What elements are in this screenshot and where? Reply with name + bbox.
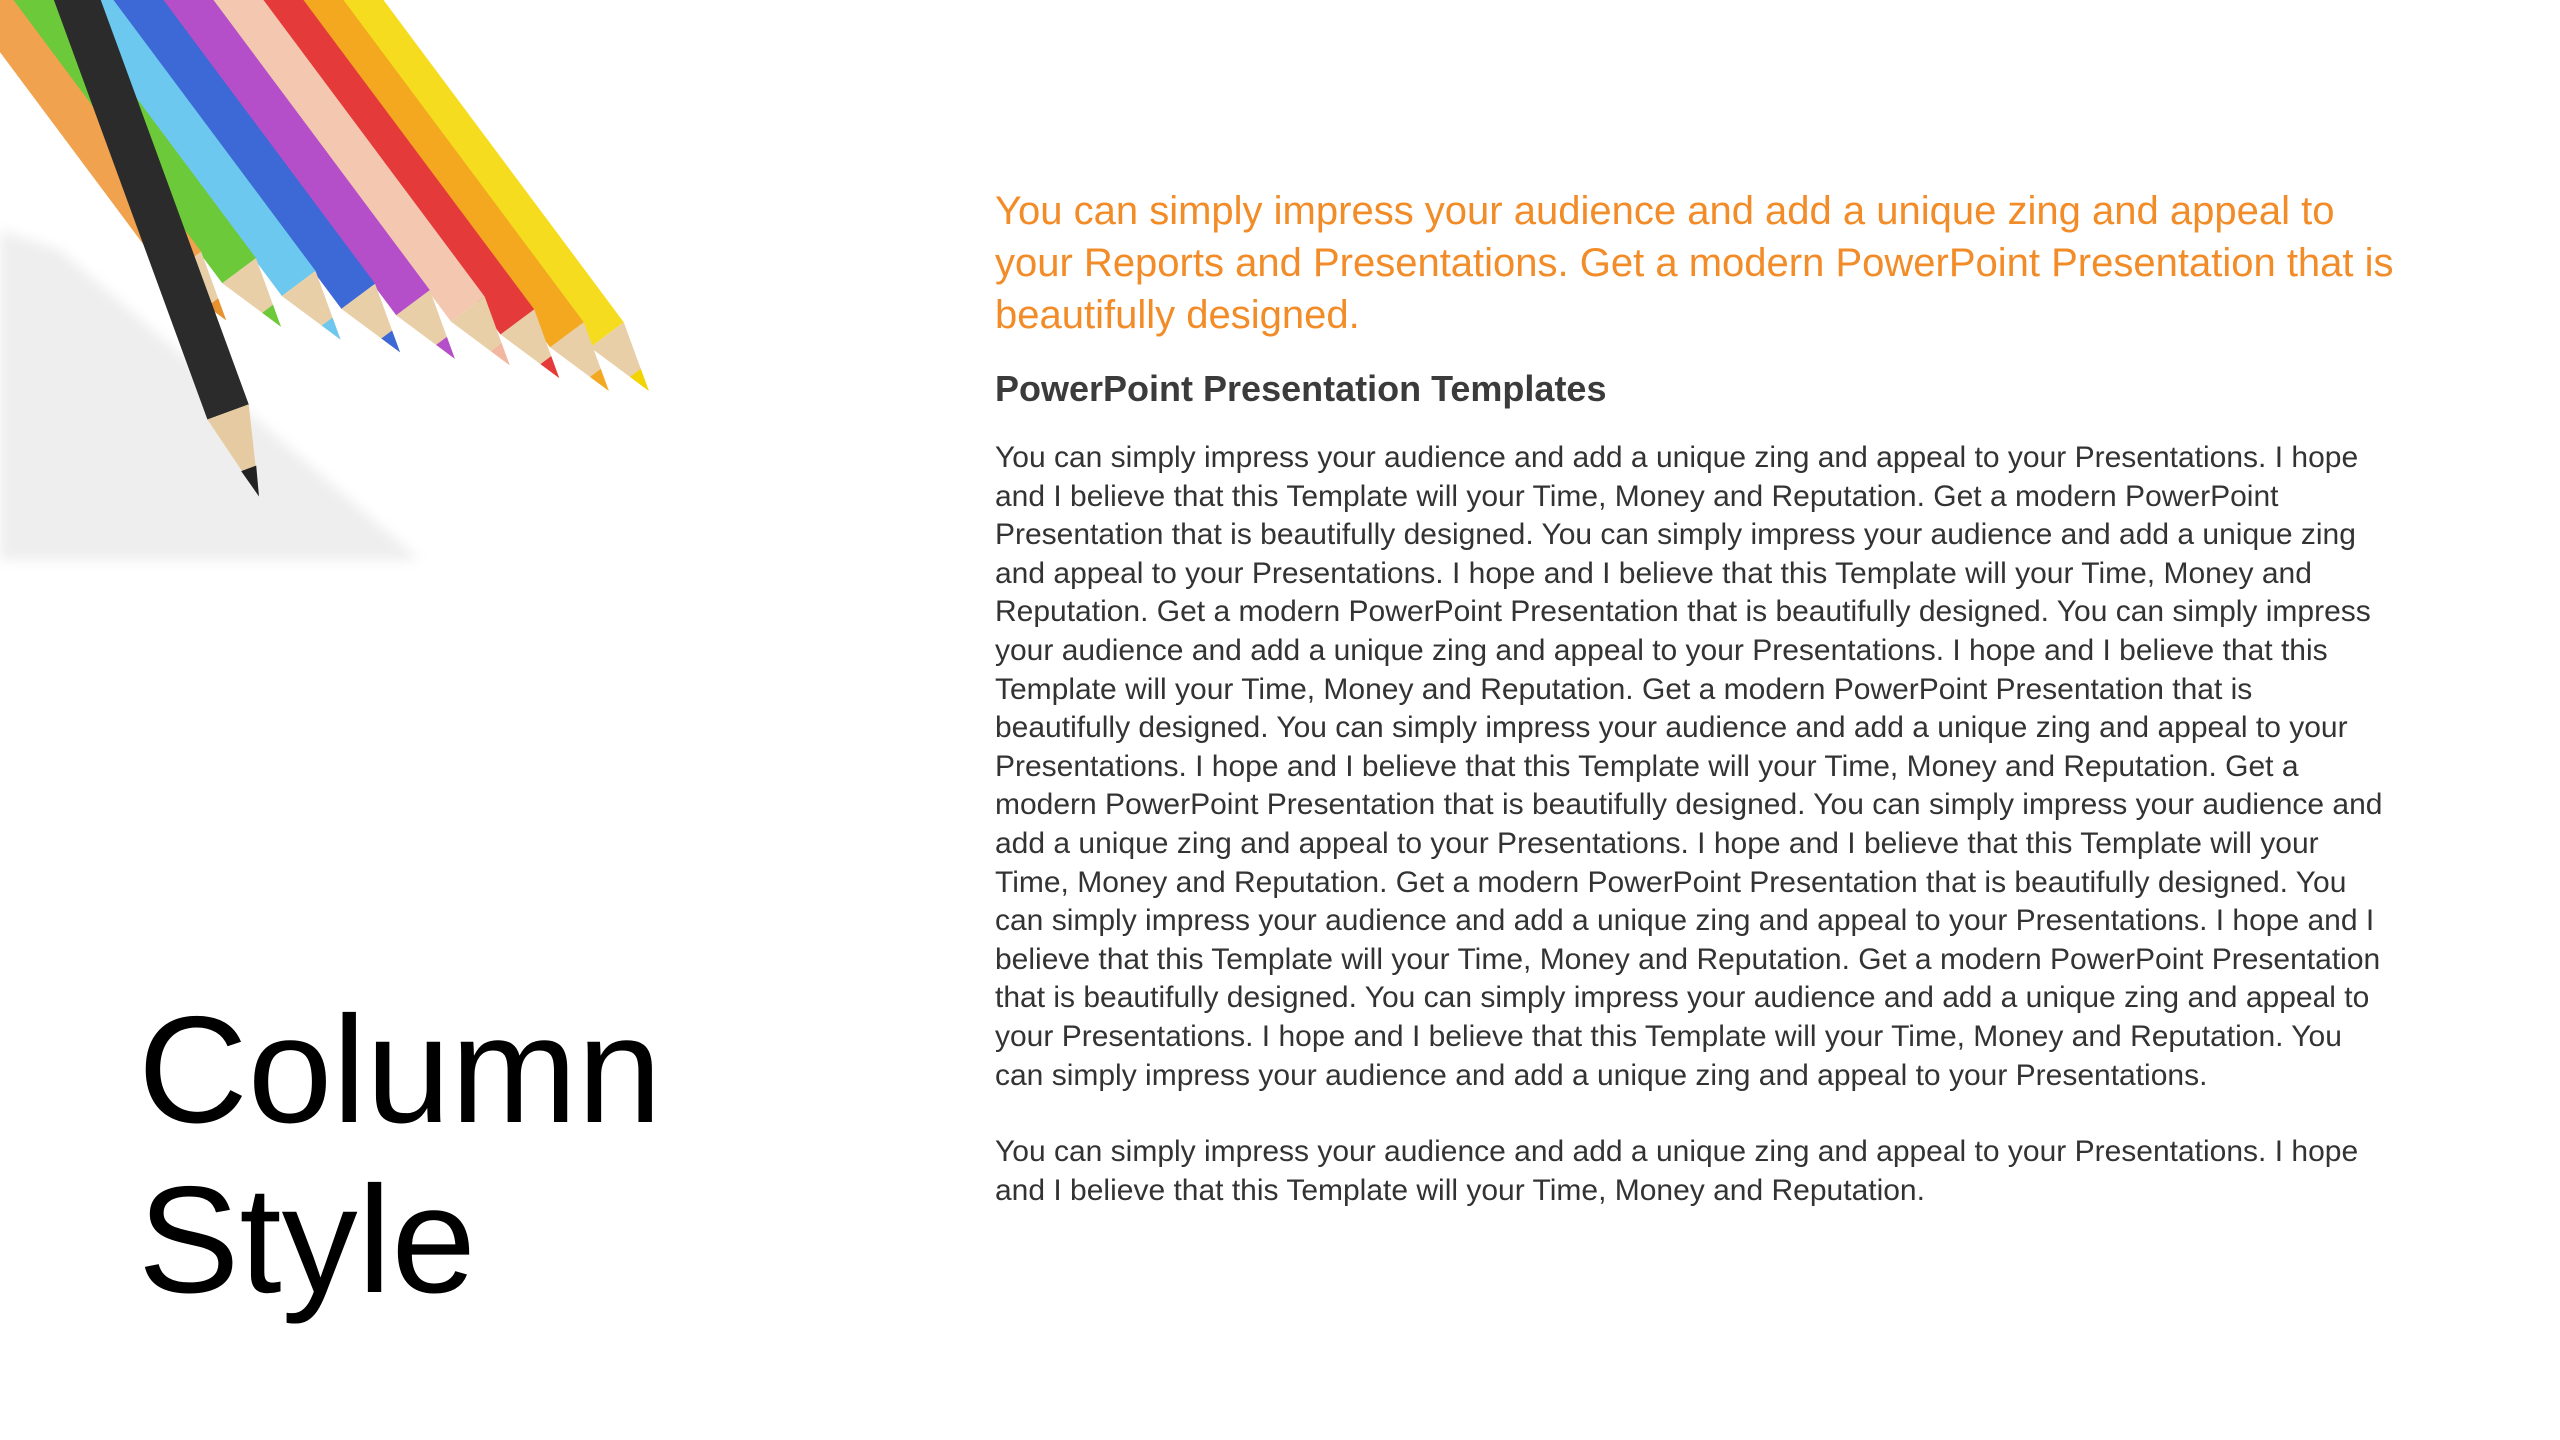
colored-pencils-image xyxy=(0,0,850,580)
slide-title-line-2: Style xyxy=(138,1155,476,1325)
body-paragraph-1: You can simply impress your audience and add a unique zing and appeal to your Presentations. I hope and I believe that this Template will your Time, Money and Reputation. Get a modern PowerPoint Presentation that is beautifully designed. You can simply impress your audience and add a unique zing and appeal to your Presentations. I hope and I believe that this Template will your Time, Money and Reputation. Get a modern PowerPoint Presentation that is beautifully designed. You can simply impress your audience and add a unique zing and appeal to your Presentations. I hope and I believe that this Template will your Time, Money and Reputation. Get a modern PowerPoint Presentation that is beautifully designed. You can simply impress your audience and add a unique zing and appeal to your Presentations. I hope and I believe that this Template will your Time, Money and Reputation. Get a modern PowerPoint Presentation that is beautifully designed. You can simply impress your audience and add a unique zing and appeal to your Presentations. I hope and I believe that this Template will your Time, Money and Reputation. Get a modern PowerPoint Presentation that is beautifully designed. You can simply impress your audience and add a unique zing and appeal to your Presentations. I hope and I believe that this Template will your Time, Money and Reputation. Get a modern PowerPoint Presentation that is beautifully designed. You can simply impress your audience and add a unique zing and appeal to your Presentations. I hope and I believe that this Template will your Time, Money and Reputation. You can simply impress your audience and add a unique zing and appeal to your Presentations. xyxy=(995,441,2383,1092)
slide-title-line-1: Column xyxy=(138,985,662,1155)
lead-paragraph: You can simply impress your audience and add a unique zing and appeal to your Reports and Presentations. Get a modern PowerPoint Presentation that is beautifully designed. xyxy=(995,189,2394,337)
body-paragraph-2: You can simply impress your audience and add a unique zing and appeal to your Presentations. I hope and I believe that this Template will your Time, Money and Reputation. xyxy=(995,1135,2359,1207)
section-heading: PowerPoint Presentation Templates xyxy=(995,368,1607,409)
content-column xyxy=(995,185,2395,1210)
slide-title xyxy=(138,985,662,1325)
